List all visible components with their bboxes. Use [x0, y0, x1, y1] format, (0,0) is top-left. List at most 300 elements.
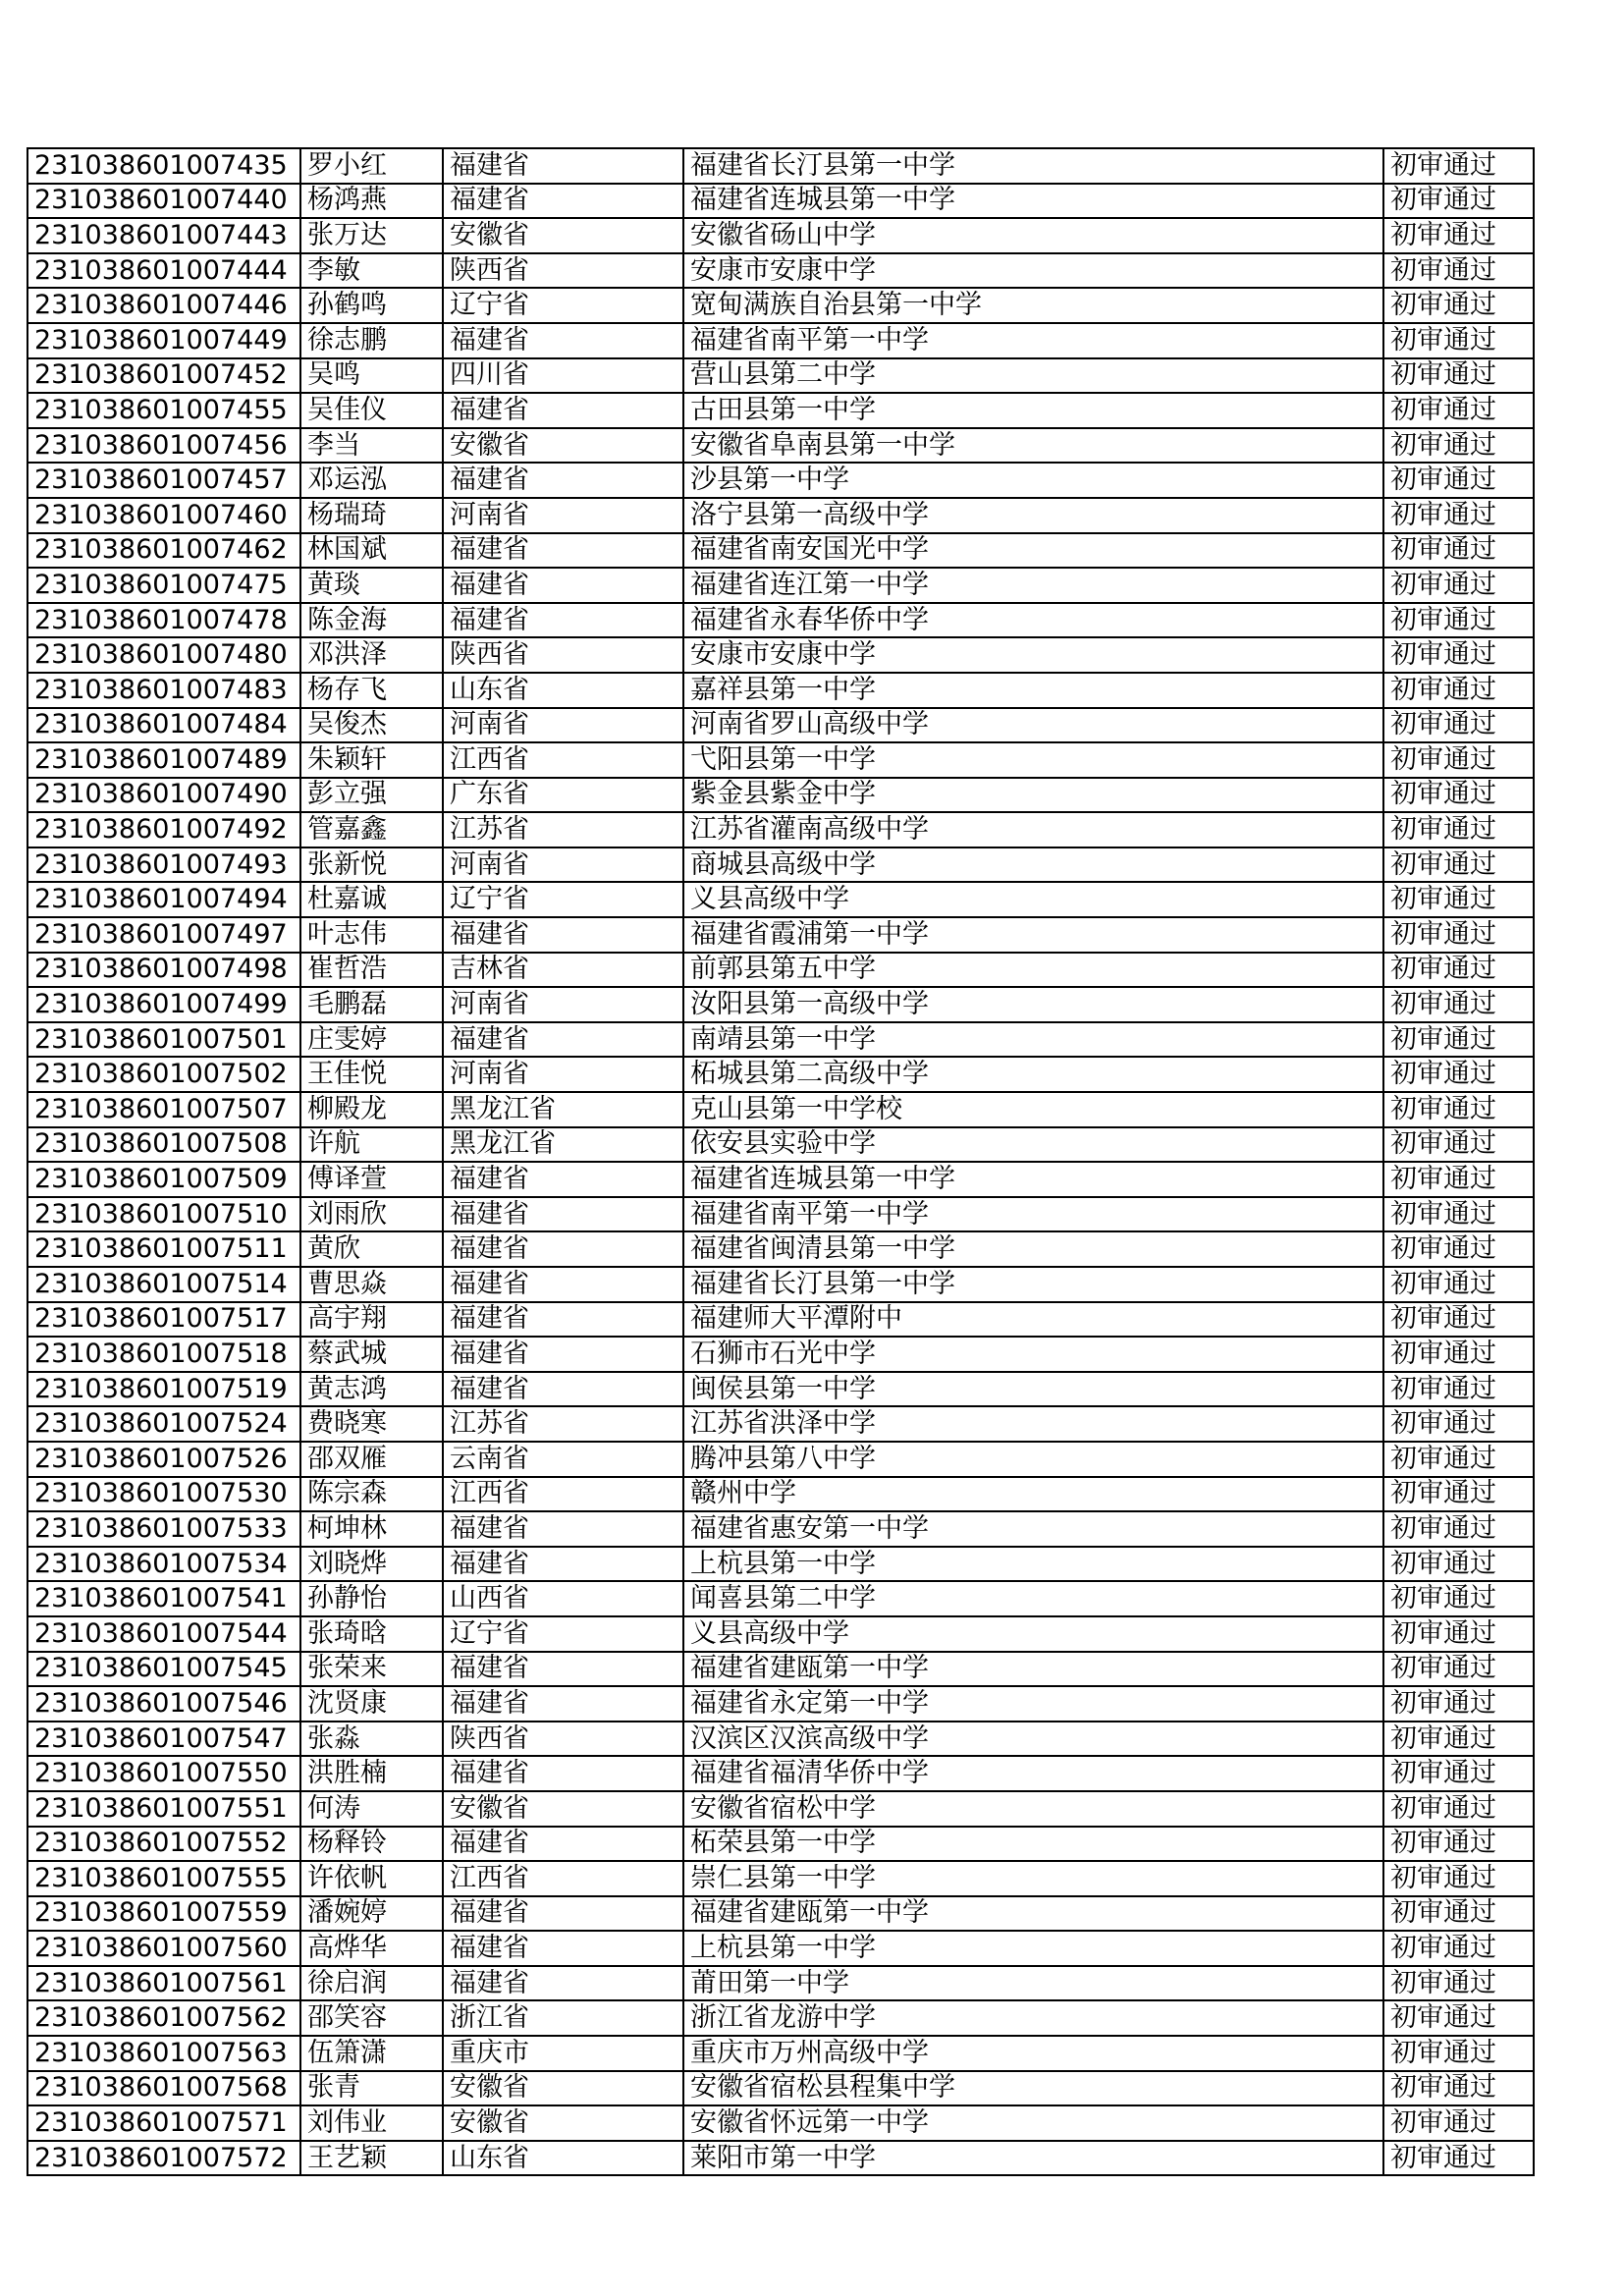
status-cell: 初审通过	[1383, 148, 1534, 184]
candidate-id-cell: 231038601007534	[27, 1547, 300, 1582]
candidate-id-cell: 231038601007524	[27, 1406, 300, 1442]
table-row	[27, 393, 1534, 428]
status-cell: 初审通过	[1383, 1231, 1534, 1267]
candidate-id-cell: 231038601007518	[27, 1337, 300, 1372]
table-row	[27, 1896, 1534, 1932]
province-cell: 江西省	[443, 1477, 683, 1512]
status-cell: 初审通过	[1383, 1406, 1534, 1442]
name-cell: 王艺颖	[300, 2141, 443, 2176]
name-cell: 杨存飞	[300, 673, 443, 708]
table-row	[27, 882, 1534, 917]
school-cell: 江苏省洪泽中学	[683, 1406, 1383, 1442]
name-cell: 吴佳仪	[300, 393, 443, 428]
table-row	[27, 1581, 1534, 1616]
name-cell: 伍箫潇	[300, 2036, 443, 2071]
status-cell: 初审通过	[1383, 1827, 1534, 1862]
province-cell: 江西省	[443, 1861, 683, 1896]
name-cell: 管嘉鑫	[300, 812, 443, 847]
school-cell: 福建省南平第一中学	[683, 323, 1383, 358]
province-cell: 福建省	[443, 1231, 683, 1267]
province-cell: 重庆市	[443, 2036, 683, 2071]
candidate-id-cell: 231038601007563	[27, 2036, 300, 2071]
table-row	[27, 1511, 1534, 1547]
name-cell: 毛鹏磊	[300, 987, 443, 1022]
school-cell: 福建省惠安第一中学	[683, 1511, 1383, 1547]
status-cell: 初审通过	[1383, 987, 1534, 1022]
name-cell: 费晓寒	[300, 1406, 443, 1442]
status-cell: 初审通过	[1383, 2141, 1534, 2176]
status-cell: 初审通过	[1383, 1442, 1534, 1477]
school-cell: 安徽省阜南县第一中学	[683, 428, 1383, 464]
province-cell: 山东省	[443, 2141, 683, 2176]
status-cell: 初审通过	[1383, 953, 1534, 988]
status-cell: 初审通过	[1383, 603, 1534, 638]
province-cell: 河南省	[443, 987, 683, 1022]
results-table-body	[27, 148, 1534, 2175]
name-cell: 张新悦	[300, 847, 443, 883]
name-cell: 傅译萱	[300, 1162, 443, 1197]
table-row	[27, 1127, 1534, 1163]
name-cell: 吴鸣	[300, 358, 443, 394]
candidate-id-cell: 231038601007483	[27, 673, 300, 708]
province-cell: 河南省	[443, 708, 683, 743]
status-cell: 初审通过	[1383, 393, 1534, 428]
name-cell: 潘婉婷	[300, 1896, 443, 1932]
province-cell: 福建省	[443, 568, 683, 603]
province-cell: 江苏省	[443, 812, 683, 847]
school-cell: 柘荣县第一中学	[683, 1827, 1383, 1862]
candidate-id-cell: 231038601007457	[27, 463, 300, 498]
province-cell: 福建省	[443, 184, 683, 219]
province-cell: 黑龙江省	[443, 1127, 683, 1163]
table-row	[27, 2141, 1534, 2176]
status-cell: 初审通过	[1383, 1616, 1534, 1652]
table-row	[27, 917, 1534, 953]
status-cell: 初审通过	[1383, 253, 1534, 289]
province-cell: 福建省	[443, 533, 683, 569]
province-cell: 辽宁省	[443, 1616, 683, 1652]
status-cell: 初审通过	[1383, 1127, 1534, 1163]
status-cell: 初审通过	[1383, 358, 1534, 394]
name-cell: 林国斌	[300, 533, 443, 569]
table-row	[27, 603, 1534, 638]
school-cell: 福建省永春华侨中学	[683, 603, 1383, 638]
name-cell: 许依帆	[300, 1861, 443, 1896]
name-cell: 朱颖轩	[300, 742, 443, 778]
name-cell: 李敏	[300, 253, 443, 289]
candidate-id-cell: 231038601007545	[27, 1652, 300, 1687]
school-cell: 莆田第一中学	[683, 1966, 1383, 2001]
table-row	[27, 2071, 1534, 2106]
province-cell: 河南省	[443, 1057, 683, 1092]
status-cell: 初审通过	[1383, 1756, 1534, 1791]
candidate-id-cell: 231038601007519	[27, 1372, 300, 1407]
status-cell: 初审通过	[1383, 533, 1534, 569]
table-row	[27, 1861, 1534, 1896]
candidate-id-cell: 231038601007449	[27, 323, 300, 358]
table-row	[27, 1477, 1534, 1512]
candidate-id-cell: 231038601007507	[27, 1092, 300, 1127]
school-cell: 江苏省灌南高级中学	[683, 812, 1383, 847]
candidate-id-cell: 231038601007544	[27, 1616, 300, 1652]
candidate-id-cell: 231038601007571	[27, 2105, 300, 2141]
candidate-id-cell: 231038601007526	[27, 1442, 300, 1477]
status-cell: 初审通过	[1383, 847, 1534, 883]
school-cell: 福建师大平潭附中	[683, 1302, 1383, 1338]
province-cell: 福建省	[443, 1931, 683, 1966]
province-cell: 陕西省	[443, 1722, 683, 1757]
school-cell: 福建省建瓯第一中学	[683, 1896, 1383, 1932]
school-cell: 福建省南平第一中学	[683, 1197, 1383, 1232]
province-cell: 福建省	[443, 393, 683, 428]
name-cell: 沈贤康	[300, 1686, 443, 1722]
status-cell: 初审通过	[1383, 463, 1534, 498]
school-cell: 克山县第一中学校	[683, 1092, 1383, 1127]
table-row	[27, 1791, 1534, 1827]
school-cell: 商城县高级中学	[683, 847, 1383, 883]
table-row	[27, 1722, 1534, 1757]
table-row	[27, 1057, 1534, 1092]
status-cell: 初审通过	[1383, 637, 1534, 673]
status-cell: 初审通过	[1383, 882, 1534, 917]
name-cell: 黄志鸿	[300, 1372, 443, 1407]
table-row	[27, 953, 1534, 988]
name-cell: 庄雯婷	[300, 1022, 443, 1058]
candidate-id-cell: 231038601007493	[27, 847, 300, 883]
candidate-id-cell: 231038601007455	[27, 393, 300, 428]
candidate-id-cell: 231038601007530	[27, 1477, 300, 1512]
school-cell: 福建省连城县第一中学	[683, 1162, 1383, 1197]
school-cell: 闻喜县第二中学	[683, 1581, 1383, 1616]
school-cell: 安徽省宿松中学	[683, 1791, 1383, 1827]
candidate-id-cell: 231038601007559	[27, 1896, 300, 1932]
candidate-id-cell: 231038601007562	[27, 2000, 300, 2036]
name-cell: 何涛	[300, 1791, 443, 1827]
name-cell: 柳殿龙	[300, 1092, 443, 1127]
status-cell: 初审通过	[1383, 1686, 1534, 1722]
name-cell: 杨鸿燕	[300, 184, 443, 219]
candidate-id-cell: 231038601007478	[27, 603, 300, 638]
status-cell: 初审通过	[1383, 1896, 1534, 1932]
name-cell: 张琦晗	[300, 1616, 443, 1652]
candidate-id-cell: 231038601007452	[27, 358, 300, 394]
status-cell: 初审通过	[1383, 917, 1534, 953]
candidate-id-cell: 231038601007501	[27, 1022, 300, 1058]
results-table-container	[27, 147, 1535, 2176]
candidate-id-cell: 231038601007490	[27, 778, 300, 813]
name-cell: 张万达	[300, 218, 443, 253]
province-cell: 广东省	[443, 778, 683, 813]
province-cell: 山东省	[443, 673, 683, 708]
table-row	[27, 218, 1534, 253]
school-cell: 福建省建瓯第一中学	[683, 1652, 1383, 1687]
status-cell: 初审通过	[1383, 288, 1534, 323]
province-cell: 江西省	[443, 742, 683, 778]
table-row	[27, 778, 1534, 813]
school-cell: 前郭县第五中学	[683, 953, 1383, 988]
table-row	[27, 1406, 1534, 1442]
table-row	[27, 987, 1534, 1022]
table-row	[27, 1686, 1534, 1722]
table-row	[27, 184, 1534, 219]
table-row	[27, 742, 1534, 778]
candidate-id-cell: 231038601007502	[27, 1057, 300, 1092]
name-cell: 高烨华	[300, 1931, 443, 1966]
candidate-id-cell: 231038601007492	[27, 812, 300, 847]
status-cell: 初审通过	[1383, 1302, 1534, 1338]
status-cell: 初审通过	[1383, 708, 1534, 743]
name-cell: 杜嘉诚	[300, 882, 443, 917]
status-cell: 初审通过	[1383, 1057, 1534, 1092]
name-cell: 柯坤林	[300, 1511, 443, 1547]
table-row	[27, 2105, 1534, 2141]
table-row	[27, 1162, 1534, 1197]
table-row	[27, 568, 1534, 603]
name-cell: 邓洪泽	[300, 637, 443, 673]
status-cell: 初审通过	[1383, 323, 1534, 358]
status-cell: 初审通过	[1383, 1791, 1534, 1827]
school-cell: 福建省连江第一中学	[683, 568, 1383, 603]
province-cell: 福建省	[443, 1267, 683, 1302]
candidate-id-cell: 231038601007568	[27, 2071, 300, 2106]
school-cell: 上杭县第一中学	[683, 1931, 1383, 1966]
name-cell: 叶志伟	[300, 917, 443, 953]
province-cell: 陕西省	[443, 637, 683, 673]
table-row	[27, 323, 1534, 358]
school-cell: 闽侯县第一中学	[683, 1372, 1383, 1407]
school-cell: 河南省罗山高级中学	[683, 708, 1383, 743]
province-cell: 福建省	[443, 1966, 683, 2001]
name-cell: 吴俊杰	[300, 708, 443, 743]
status-cell: 初审通过	[1383, 498, 1534, 533]
province-cell: 安徽省	[443, 218, 683, 253]
table-row	[27, 463, 1534, 498]
candidate-id-cell: 231038601007547	[27, 1722, 300, 1757]
status-cell: 初审通过	[1383, 1197, 1534, 1232]
status-cell: 初审通过	[1383, 218, 1534, 253]
name-cell: 邓运泓	[300, 463, 443, 498]
name-cell: 蔡武城	[300, 1337, 443, 1372]
candidate-id-cell: 231038601007489	[27, 742, 300, 778]
candidate-id-cell: 231038601007494	[27, 882, 300, 917]
school-cell: 柘城县第二高级中学	[683, 1057, 1383, 1092]
candidate-id-cell: 231038601007555	[27, 1861, 300, 1896]
table-row	[27, 1302, 1534, 1338]
province-cell: 福建省	[443, 1896, 683, 1932]
name-cell: 徐志鹏	[300, 323, 443, 358]
province-cell: 安徽省	[443, 2071, 683, 2106]
school-cell: 福建省霞浦第一中学	[683, 917, 1383, 953]
table-row	[27, 2000, 1534, 2036]
status-cell: 初审通过	[1383, 1861, 1534, 1896]
school-cell: 福建省连城县第一中学	[683, 184, 1383, 219]
table-row	[27, 1547, 1534, 1582]
name-cell: 杨瑞琦	[300, 498, 443, 533]
school-cell: 古田县第一中学	[683, 393, 1383, 428]
school-cell: 福建省南安国光中学	[683, 533, 1383, 569]
school-cell: 安徽省砀山中学	[683, 218, 1383, 253]
status-cell: 初审通过	[1383, 2000, 1534, 2036]
school-cell: 营山县第二中学	[683, 358, 1383, 394]
table-row	[27, 358, 1534, 394]
school-cell: 浙江省龙游中学	[683, 2000, 1383, 2036]
candidate-id-cell: 231038601007546	[27, 1686, 300, 1722]
school-cell: 洛宁县第一高级中学	[683, 498, 1383, 533]
province-cell: 福建省	[443, 1511, 683, 1547]
table-row	[27, 288, 1534, 323]
status-cell: 初审通过	[1383, 812, 1534, 847]
name-cell: 徐启润	[300, 1966, 443, 2001]
status-cell: 初审通过	[1383, 778, 1534, 813]
province-cell: 山西省	[443, 1581, 683, 1616]
table-row	[27, 1092, 1534, 1127]
name-cell: 崔哲浩	[300, 953, 443, 988]
candidate-id-cell: 231038601007475	[27, 568, 300, 603]
province-cell: 福建省	[443, 1756, 683, 1791]
name-cell: 孙鹤鸣	[300, 288, 443, 323]
candidate-id-cell: 231038601007550	[27, 1756, 300, 1791]
status-cell: 初审通过	[1383, 1162, 1534, 1197]
candidate-id-cell: 231038601007456	[27, 428, 300, 464]
table-row	[27, 1756, 1534, 1791]
candidate-id-cell: 231038601007533	[27, 1511, 300, 1547]
name-cell: 陈宗森	[300, 1477, 443, 1512]
table-row	[27, 1267, 1534, 1302]
candidate-id-cell: 231038601007561	[27, 1966, 300, 2001]
status-cell: 初审通过	[1383, 1966, 1534, 2001]
province-cell: 福建省	[443, 1372, 683, 1407]
status-cell: 初审通过	[1383, 742, 1534, 778]
province-cell: 辽宁省	[443, 882, 683, 917]
province-cell: 江苏省	[443, 1406, 683, 1442]
status-cell: 初审通过	[1383, 1652, 1534, 1687]
name-cell: 杨释铃	[300, 1827, 443, 1862]
school-cell: 沙县第一中学	[683, 463, 1383, 498]
candidate-id-cell: 231038601007440	[27, 184, 300, 219]
province-cell: 四川省	[443, 358, 683, 394]
table-row	[27, 1372, 1534, 1407]
province-cell: 福建省	[443, 1022, 683, 1058]
school-cell: 紫金县紫金中学	[683, 778, 1383, 813]
status-cell: 初审通过	[1383, 1931, 1534, 1966]
province-cell: 安徽省	[443, 428, 683, 464]
name-cell: 邵双雁	[300, 1442, 443, 1477]
school-cell: 赣州中学	[683, 1477, 1383, 1512]
table-row	[27, 1231, 1534, 1267]
school-cell: 石狮市石光中学	[683, 1337, 1383, 1372]
status-cell: 初审通过	[1383, 1581, 1534, 1616]
name-cell: 张淼	[300, 1722, 443, 1757]
school-cell: 福建省闽清县第一中学	[683, 1231, 1383, 1267]
table-row	[27, 533, 1534, 569]
status-cell: 初审通过	[1383, 2036, 1534, 2071]
candidate-id-cell: 231038601007509	[27, 1162, 300, 1197]
status-cell: 初审通过	[1383, 428, 1534, 464]
table-row	[27, 148, 1534, 184]
name-cell: 黄欣	[300, 1231, 443, 1267]
table-row	[27, 1966, 1534, 2001]
candidate-id-cell: 231038601007498	[27, 953, 300, 988]
status-cell: 初审通过	[1383, 1092, 1534, 1127]
candidate-id-cell: 231038601007541	[27, 1581, 300, 1616]
school-cell: 上杭县第一中学	[683, 1547, 1383, 1582]
table-row	[27, 1022, 1534, 1058]
candidate-id-cell: 231038601007462	[27, 533, 300, 569]
province-cell: 河南省	[443, 498, 683, 533]
school-cell: 汉滨区汉滨高级中学	[683, 1722, 1383, 1757]
candidate-id-cell: 231038601007511	[27, 1231, 300, 1267]
table-row	[27, 2036, 1534, 2071]
candidate-id-cell: 231038601007552	[27, 1827, 300, 1862]
name-cell: 李当	[300, 428, 443, 464]
name-cell: 刘伟业	[300, 2105, 443, 2141]
status-cell: 初审通过	[1383, 1547, 1534, 1582]
school-cell: 福建省长汀县第一中学	[683, 148, 1383, 184]
school-cell: 福建省长汀县第一中学	[683, 1267, 1383, 1302]
province-cell: 福建省	[443, 1302, 683, 1338]
candidate-id-cell: 231038601007508	[27, 1127, 300, 1163]
candidate-id-cell: 231038601007443	[27, 218, 300, 253]
candidate-id-cell: 231038601007517	[27, 1302, 300, 1338]
province-cell: 福建省	[443, 1162, 683, 1197]
candidate-id-cell: 231038601007510	[27, 1197, 300, 1232]
province-cell: 云南省	[443, 1442, 683, 1477]
school-cell: 莱阳市第一中学	[683, 2141, 1383, 2176]
province-cell: 安徽省	[443, 1791, 683, 1827]
name-cell: 曹思焱	[300, 1267, 443, 1302]
table-row	[27, 708, 1534, 743]
name-cell: 邵笑容	[300, 2000, 443, 2036]
table-row	[27, 428, 1534, 464]
school-cell: 安康市安康中学	[683, 637, 1383, 673]
province-cell: 安徽省	[443, 2105, 683, 2141]
name-cell: 刘晓烨	[300, 1547, 443, 1582]
province-cell: 福建省	[443, 1547, 683, 1582]
province-cell: 吉林省	[443, 953, 683, 988]
province-cell: 黑龙江省	[443, 1092, 683, 1127]
province-cell: 福建省	[443, 1686, 683, 1722]
province-cell: 福建省	[443, 1197, 683, 1232]
table-row	[27, 1197, 1534, 1232]
name-cell: 罗小红	[300, 148, 443, 184]
candidate-id-cell: 231038601007497	[27, 917, 300, 953]
name-cell: 洪胜楠	[300, 1756, 443, 1791]
school-cell: 安徽省宿松县程集中学	[683, 2071, 1383, 2106]
name-cell: 刘雨欣	[300, 1197, 443, 1232]
school-cell: 安徽省怀远第一中学	[683, 2105, 1383, 2141]
province-cell: 福建省	[443, 603, 683, 638]
name-cell: 陈金海	[300, 603, 443, 638]
table-row	[27, 673, 1534, 708]
name-cell: 许航	[300, 1127, 443, 1163]
status-cell: 初审通过	[1383, 1722, 1534, 1757]
province-cell: 福建省	[443, 1827, 683, 1862]
candidate-id-cell: 231038601007480	[27, 637, 300, 673]
school-cell: 南靖县第一中学	[683, 1022, 1383, 1058]
status-cell: 初审通过	[1383, 568, 1534, 603]
name-cell: 高宇翔	[300, 1302, 443, 1338]
candidate-id-cell: 231038601007560	[27, 1931, 300, 1966]
candidate-id-cell: 231038601007460	[27, 498, 300, 533]
school-cell: 嘉祥县第一中学	[683, 673, 1383, 708]
status-cell: 初审通过	[1383, 1372, 1534, 1407]
name-cell: 黄琰	[300, 568, 443, 603]
status-cell: 初审通过	[1383, 1267, 1534, 1302]
table-row	[27, 253, 1534, 289]
province-cell: 河南省	[443, 847, 683, 883]
table-row	[27, 1931, 1534, 1966]
table-row	[27, 498, 1534, 533]
